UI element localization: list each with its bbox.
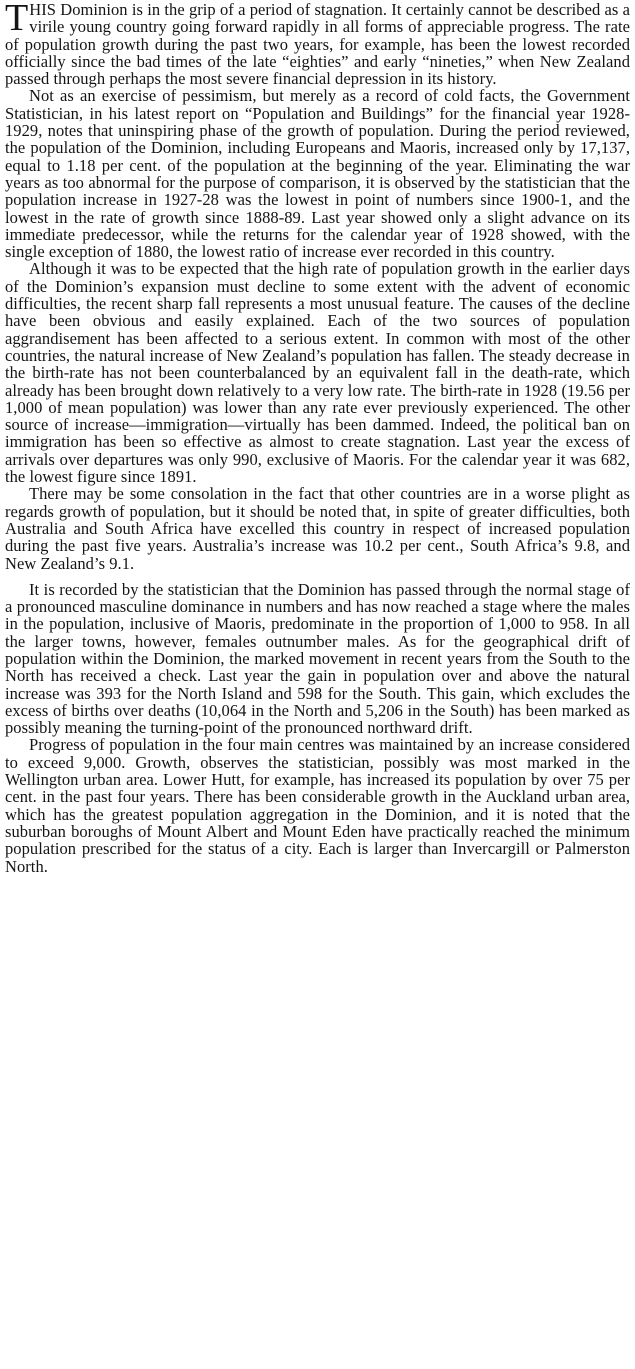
paragraph-5: It is recorded by the statistician that the Dominion has passed through the normal stage of a pronounced masculine dominance in numbers and has now reached a stage where the males in the population, inclusive of Maoris, predominate in the proportion of 1,000 to 958. In all the larger towns, however, females outnumber males. As for the geographical drift of population within the Dominion, the marked movement in recent years from the South to the North has received a check. Last year the gain in population over and above the natural increase was 393 for the North Island and 598 for the South. This gain, which excludes the excess of births over deaths (10,064 in the North and 5,206 in the South) has been marked as possibly meaning the turning-point of the pronounced northward drift. <box>5 579 630 738</box>
drop-cap: T <box>5 0 29 39</box>
paragraph-3: Although it was to be expected that the high rate of population growth in the earlier days of the Dominion’s expansion must decline to some extent with the advent of economic difficulties, the recent sharp fall represents a most unusual feature. The causes of the decline have been obvious and easily explained. Each of the two sources of population aggrandisement has been affected to a serious extent. In common with most of the other countries, the natural increase of New Zealand’s population has fallen. The steady decrease in the birth-rate has not been counterbalanced by an equivalent fall in the death-rate, which already has been brought down relatively to a very low rate. The birth-rate in 1928 (19.56 per 1,000 of mean population) was lower than any rate ever previously experienced. The other source of increase—immigration—virtually has been dammed. Indeed, the political ban on immigration has been so effective as almost to create stagnation. Last year the excess of arrivals over departures was only 990, exclusive of Maoris. For the calendar year it was 682, the lowest figure since 1891. <box>5 259 630 487</box>
paragraph-6: Progress of population in the four main centres was maintained by an increase considered to exceed 9,000. Growth, observes the statistician, possibly was most marked in the Wellington urban area. Lower Hutt, for example, has increased its population by over 75 per cent. in the past four years. There has been considerable growth in the Auckland urban area, which has the greatest population aggregation in the Dominion, and it is noted that the suburban boroughs of Mount Albert and Mount Eden have practically reached the minimum population prescribed for the status of a city. Each is larger than Invercargill or Palmerston North. <box>5 735 630 876</box>
lead-word: HIS <box>29 0 57 19</box>
paragraph-1-text: Dominion is in the grip of a period of stagnation. It certainly cannot be described as a virile young country going forward rapidly in all forms of appreciable progress. The rate of population growth during the past two years, for example, has been the lowest recorded officially since the bad times of the late “eighties” and early “nineties,” when New Zealand passed through perhaps the most severe financial depression in its history. <box>5 0 630 89</box>
paragraph-2: Not as an exercise of pessimism, but merely as a record of cold facts, the Government Statistician, in his latest report on “Population and Buildings” for the financial year 1928-1929, notes that uninspiring phase of the growth of population. During the period reviewed, the population of the Dominion, including Europeans and Maoris, increased only by 17,137, equal to 1.18 per cent. of the population at the beginning of the year. Eliminating the war years as too abnormal for the purpose of comparison, it is observed by the statistician that the population increase in 1927-28 was the lowest in point of numbers since 1900-1, and the lowest in the rate of growth since 1888-89. Last year showed only a slight advance on its immediate predecessor, while the returns for the calendar year of 1928 showed, with the single exception of 1880, the lowest ratio of increase ever recorded in this country. <box>5 86 630 262</box>
article-column <box>5 0 630 875</box>
paragraph-4: There may be some consolation in the fact that other countries are in a worse plight as regards growth of population, but it should be noted that, in spite of greater difficulties, both Australia and South Africa have excelled this country in respect of increased population during the past five years. Australia’s increase was 10.2 per cent., South Africa’s 9.8, and New Zealand’s 9.1. <box>5 484 630 573</box>
paragraph-1 <box>5 1 630 87</box>
